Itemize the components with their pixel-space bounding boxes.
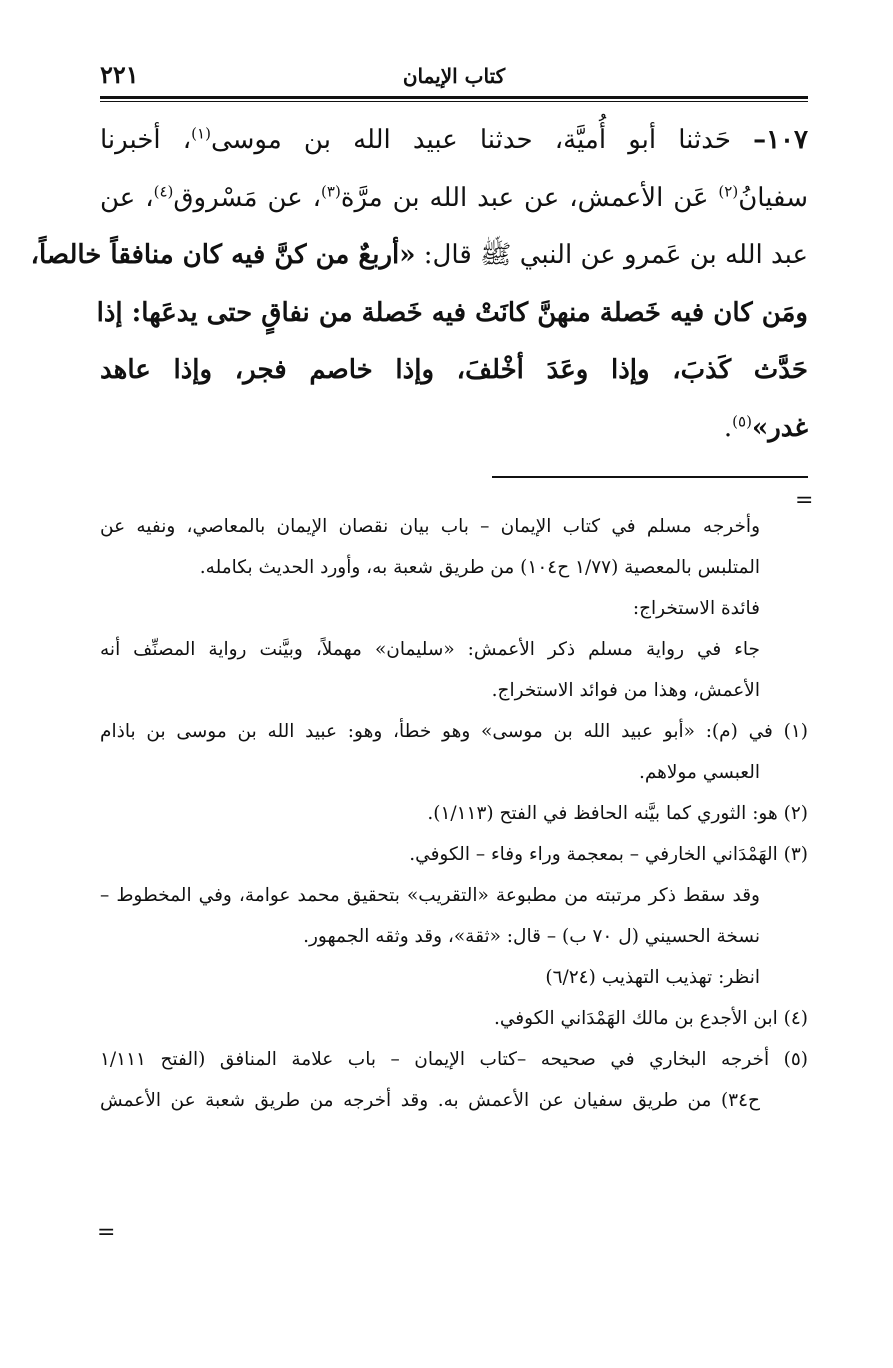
note-continued-4: جاء في رواية مسلم ذكر الأعمش: «سليمان» مهملاً، وبيَّنت رواية المصنِّف أنه [100, 639, 760, 660]
hadith-line-2 [100, 170, 808, 228]
hadith-text-1: حَدثنا أبو أُميَّة، حدثنا عبيد الله بن موسى [210, 125, 754, 155]
footnote-3-cont-3: انظر: تهذيب التهذيب (٦/٢٤) [545, 967, 760, 988]
footnote-3-cont-1: وقد سقط ذكر مرتبته من مطبوعة «التقريب» بتحقيق محمد عوامة، وفي المخطوط – [100, 885, 760, 906]
hadith-line-1 [100, 112, 808, 170]
hadith-line-4: ومَن كان فيه خَصلة منهنَّ كانَتْ فيه خَصلة من نفاقٍ حتى يدعَها: إذا [96, 297, 808, 328]
note-continued-2: المتلبس بالمعصية (١/٧٧ ح١٠٤) من طريق شعبة به، وأورد الحديث بكامله. [199, 557, 760, 578]
continuation-marker-bottom: = [97, 1220, 116, 1245]
hadith-text-2d: ، عن [100, 182, 154, 213]
continuation-marker-top: = [795, 488, 814, 513]
footnote-2: (٢) هو: الثوري كما بيَّنه الحافظ في الفتح (١/١١٣). [427, 803, 808, 824]
header-rule [100, 96, 808, 99]
footnote-3-cont-2: نسخة الحسيني (ل ٧٠ ب) – قال: «ثقة»، وقد وثقه الجمهور. [303, 926, 760, 947]
page-header [100, 60, 808, 96]
footnotes [100, 506, 808, 1121]
note-continued-1: وأخرجه مسلم في كتاب الإيمان – باب بيان نقصان الإيمان بالمعاصي، ونفيه عن [100, 516, 760, 537]
footnote-ref-3: (٣) [321, 181, 341, 200]
note-subheading: فائدة الاستخراج: [632, 598, 760, 619]
hadith-dash: – [753, 125, 767, 155]
hadith-matn-3: «أربعٌ من كنَّ فيه كان منافقاً خالصاً، [30, 240, 416, 270]
hadith-text [30, 112, 808, 457]
note-continued-5: الأعمش، وهذا من فوائد الاستخراج. [491, 680, 760, 701]
running-title: كتاب الإيمان [402, 64, 506, 88]
hadith-line-3 [30, 227, 808, 285]
footnote-ref-4: (٤) [153, 181, 174, 200]
footnote-1-cont: العبسي مولاهم. [638, 762, 760, 783]
header-rule-thin [100, 101, 808, 102]
hadith-text-2a: سفيانُ [738, 182, 808, 213]
footnote-4: (٤) ابن الأجدع بن مالك الهَمْدَاني الكوفي. [493, 1008, 808, 1029]
hadith-text-3a: عبد الله بن عَمرو عن النبي ﷺ قال: [415, 240, 808, 270]
footnote-5-cont: ح٣٤) من طريق سفيان عن الأعمش به. وقد أخرجه من طريق شعبة عن الأعمش [100, 1090, 760, 1111]
hadith-matn-6: غدر» [751, 412, 808, 443]
hadith-text-1b: ، أخبرنا [100, 125, 192, 155]
footnote-ref-1: (١) [191, 124, 211, 143]
footnote-separator [492, 476, 808, 478]
hadith-number: ١٠٧ [766, 125, 808, 155]
page-number: ٢٢١ [100, 60, 139, 89]
hadith-text-2c: ، عن مَسْروق [173, 182, 322, 213]
hadith-text-2b: عَن الأعمش، عن عبد الله بن مرَّة [340, 182, 719, 213]
footnote-1: (١) في (م): «أبو عبيد الله بن موسى» وهو خطأ، وهو: عبيد الله بن موسى بن باذام [100, 721, 808, 742]
footnote-ref-2: (٢) [718, 181, 739, 200]
hadith-line-6 [100, 400, 808, 458]
hadith-period: . [723, 412, 733, 443]
footnote-ref-5: (٥) [732, 411, 752, 430]
footnote-5: (٥) أخرجه البخاري في صحيحه –كتاب الإيمان – باب علامة المنافق (الفتح ١/١١١ [100, 1049, 808, 1070]
hadith-line-5: حَدَّث كَذبَ، وإذا وعَدَ أخْلفَ، وإذا خاصم فجر، وإذا عاهد [100, 355, 808, 385]
footnote-3: (٣) الهَمْدَاني الخارفي – بمعجمة وراء وفاء – الكوفي. [409, 844, 808, 865]
